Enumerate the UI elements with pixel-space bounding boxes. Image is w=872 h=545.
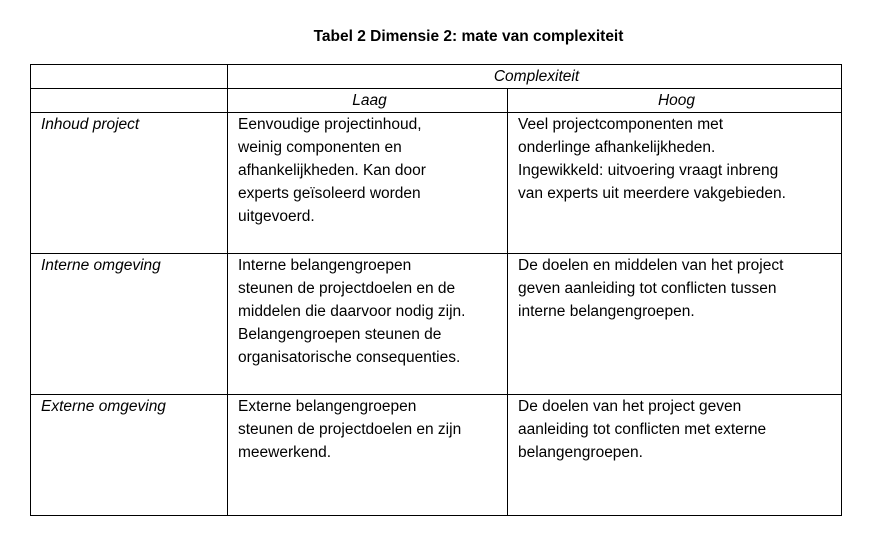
row-label-inhoud-project: Inhoud project xyxy=(31,113,228,254)
cell-interne-hoog xyxy=(508,254,842,395)
column-header-laag: Laag xyxy=(228,89,508,113)
cell-text-line: Ingewikkeld: uitvoering vraagt inbreng xyxy=(518,162,779,179)
cell-text-line: steunen de projectdoelen en zijn xyxy=(238,421,462,438)
table-header-row-columns xyxy=(31,89,842,113)
cell-text-line: experts geïsoleerd worden xyxy=(238,185,421,202)
cell-text-line: van experts uit meerdere vakgebieden. xyxy=(518,185,786,202)
cell-inhoud-hoog xyxy=(508,113,842,254)
cell-text-line: belangengroepen. xyxy=(518,444,643,461)
cell-text-line: weinig componenten en xyxy=(238,139,402,156)
table-row xyxy=(31,254,842,395)
table-row xyxy=(31,395,842,516)
empty-corner-cell-2 xyxy=(31,89,228,113)
table-caption: Tabel 2 Dimensie 2: mate van complexiteit xyxy=(313,28,624,45)
cell-text-line: Interne belangengroepen xyxy=(238,257,412,274)
cell-text-line: geven aanleiding tot conflicten tussen xyxy=(518,280,777,297)
table-row xyxy=(31,113,842,254)
cell-text-line: De doelen van het project geven xyxy=(518,398,742,415)
cell-text-line: interne belangengroepen. xyxy=(518,303,695,320)
cell-text-line: De doelen en middelen van het project xyxy=(518,257,784,274)
cell-text-line: middelen die daarvoor nodig zijn. xyxy=(238,303,466,320)
cell-interne-laag xyxy=(228,254,508,395)
cell-text-line: uitgevoerd. xyxy=(238,208,315,225)
cell-text-line: Externe belangengroepen xyxy=(238,398,417,415)
empty-corner-cell xyxy=(31,65,228,89)
column-header-hoog: Hoog xyxy=(508,89,842,113)
cell-text-line: organisatorische consequenties. xyxy=(238,349,461,366)
row-label-interne-omgeving: Interne omgeving xyxy=(31,254,228,395)
complexity-header: Complexiteit xyxy=(228,65,842,89)
row-label-externe-omgeving: Externe omgeving xyxy=(31,395,228,516)
cell-inhoud-laag xyxy=(228,113,508,254)
cell-text-line: Veel projectcomponenten met xyxy=(518,116,724,133)
cell-externe-laag xyxy=(228,395,508,516)
complexity-table xyxy=(30,64,842,516)
cell-text-line: Eenvoudige projectinhoud, xyxy=(238,116,422,133)
cell-text-line: Belangengroepen steunen de xyxy=(238,326,442,343)
cell-text-line: onderlinge afhankelijkheden. xyxy=(518,139,716,156)
table-header-row-group xyxy=(31,65,842,89)
cell-text-line: aanleiding tot conflicten met externe xyxy=(518,421,767,438)
cell-text-line: afhankelijkheden. Kan door xyxy=(238,162,426,179)
cell-text-line: meewerkend. xyxy=(238,444,332,461)
cell-text-line: steunen de projectdoelen en de xyxy=(238,280,456,297)
cell-externe-hoog xyxy=(508,395,842,516)
